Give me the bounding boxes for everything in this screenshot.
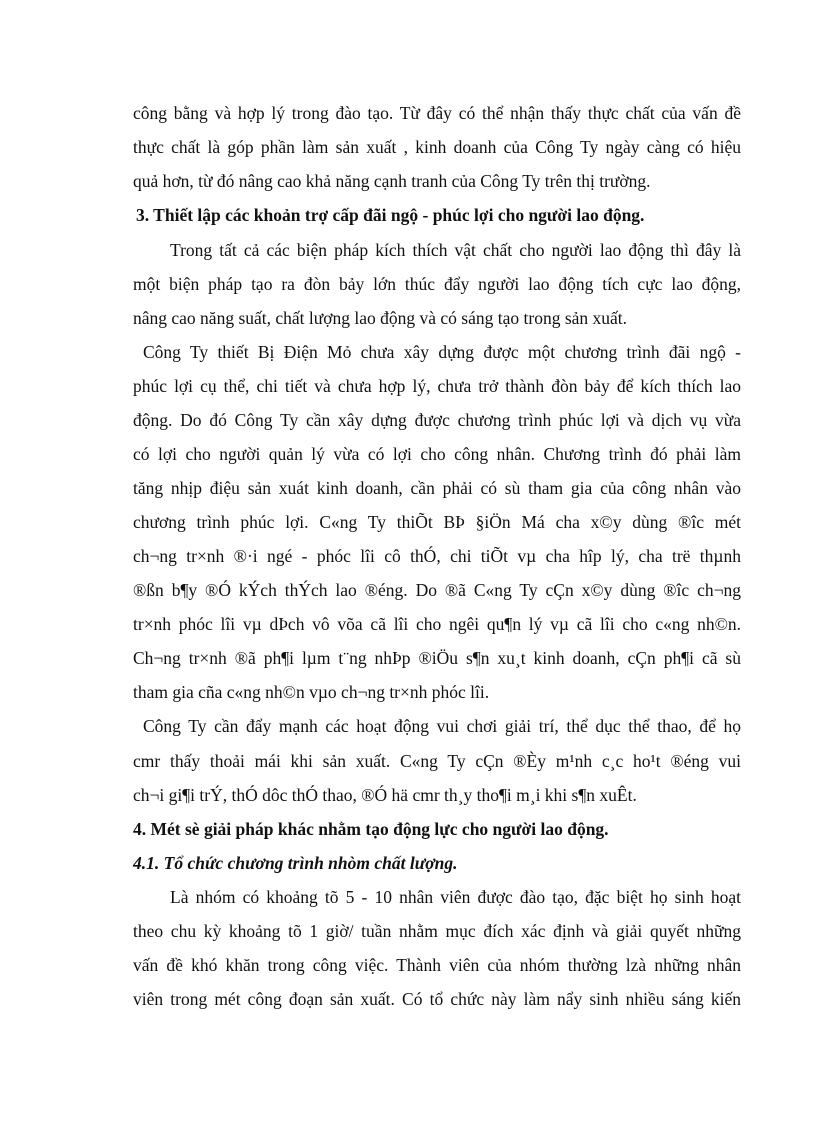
body-line: ®ßn b¶y ®Ó kÝch thÝch lao ®éng. Do ®ã C«ng Ty cÇn x©y dùng ®îc ch¬ng [133,580,741,600]
body-line: tham gia cña c«ng nh©n vµo ch¬ng tr×nh phóc lîi. [133,682,490,702]
body-line: Ch¬ng tr×nh ®ã ph¶i lµm t¨ng nhÞp ®iÖu s¶n xu¸t kinh doanh, cÇn ph¶i cã sù [133,648,741,668]
body-line: cmr thấy thoải mái khi sản xuất. C«ng Ty cÇn ®Èy m¹nh c¸c ho¹t ®éng vui [133,751,741,771]
body-line: thực chất là góp phần làm sản xuất , kinh doanh của Công Ty ngày càng có hiệu [133,137,741,157]
body-line: công bằng và hợp lý trong đào tạo. Từ đây có thể nhận thấy thực chất của vấn đề [133,103,741,123]
body-line: tr×nh phóc lîi vµ dÞch vô võa cã lîi cho ngêi qu¶n lý vµ cã lîi cho c«ng nh©n. [133,614,741,634]
body-line: nâng cao năng suất, chất lượng lao động và có sáng tạo trong sản xuất. [133,308,628,328]
body-line: chương trình phúc lợi. C«ng Ty thiÕt BÞ §iÖn Má cha x©y dùng ®îc mét [133,512,741,532]
body-line: viên trong mét công đoạn sản xuất. Có tổ chức này làm nẩy sinh nhiều sáng kiến [133,989,741,1009]
section-heading: 4. Mét sè giải pháp khác nhằm tạo động lực cho người lao động. [133,819,609,839]
body-line: vấn đề khó khăn trong công việc. Thành viên của nhóm thường lzà những nhân [133,955,741,975]
body-line: ch¬ng tr×nh ®·i ngé - phóc lîi cô thÓ, chi tiÕt vµ cha hîp lý, cha trë thµnh [133,546,741,566]
body-line: Trong tất cả các biện pháp kích thích vật chất cho người lao động thì đây là [170,240,741,260]
body-line: phúc lợi cụ thể, chi tiết và chưa hợp lý, chưa trở thành đòn bảy để kích thích lao [133,376,741,396]
body-line: ch¬i gi¶i trÝ, thÓ dôc thÓ thao, ®Ó hä cmr th¸y tho¶i m¸i khi s¶n xuÊt. [133,785,637,805]
body-line: có lợi cho người quản lý vừa có lợi cho công nhân. Chương trình đó phải làm [133,444,741,464]
body-line: theo chu kỳ khoảng tõ 1 giờ/ tuần nhằm mục đích xác định và giải quyết những [133,921,741,941]
body-line: một biện pháp tạo ra đòn bảy lớn thúc đẩy người lao động tích cực lao động, [133,274,741,294]
body-line: Công Ty cần đẩy mạnh các hoạt động vui chơi giải trí, thể dục thể thao, để họ [143,716,741,736]
body-line: Là nhóm có khoảng tõ 5 - 10 nhân viên được đào tạo, đặc biệt họ sinh hoạt [170,887,741,907]
body-line: động. Do đó Công Ty cần xây dựng được chương trình phúc lợi và dịch vụ vừa [133,410,741,430]
body-line: quả hơn, từ đó nâng cao khả năng cạnh tranh của Công Ty trên thị trường. [133,171,651,191]
subsection-heading: 4.1. Tổ chức chương trình nhòm chất lượng. [133,853,458,873]
body-line: tăng nhịp điệu sản xuát kinh doanh, cần phải có sù tham gia của công nhân vào [133,478,741,498]
section-heading: 3. Thiết lập các khoản trợ cấp đãi ngộ - phúc lợi cho người lao động. [136,205,645,225]
body-line: Công Ty thiết Bị Điện Mỏ chưa xây dựng được một chương trình đãi ngộ - [143,342,741,362]
